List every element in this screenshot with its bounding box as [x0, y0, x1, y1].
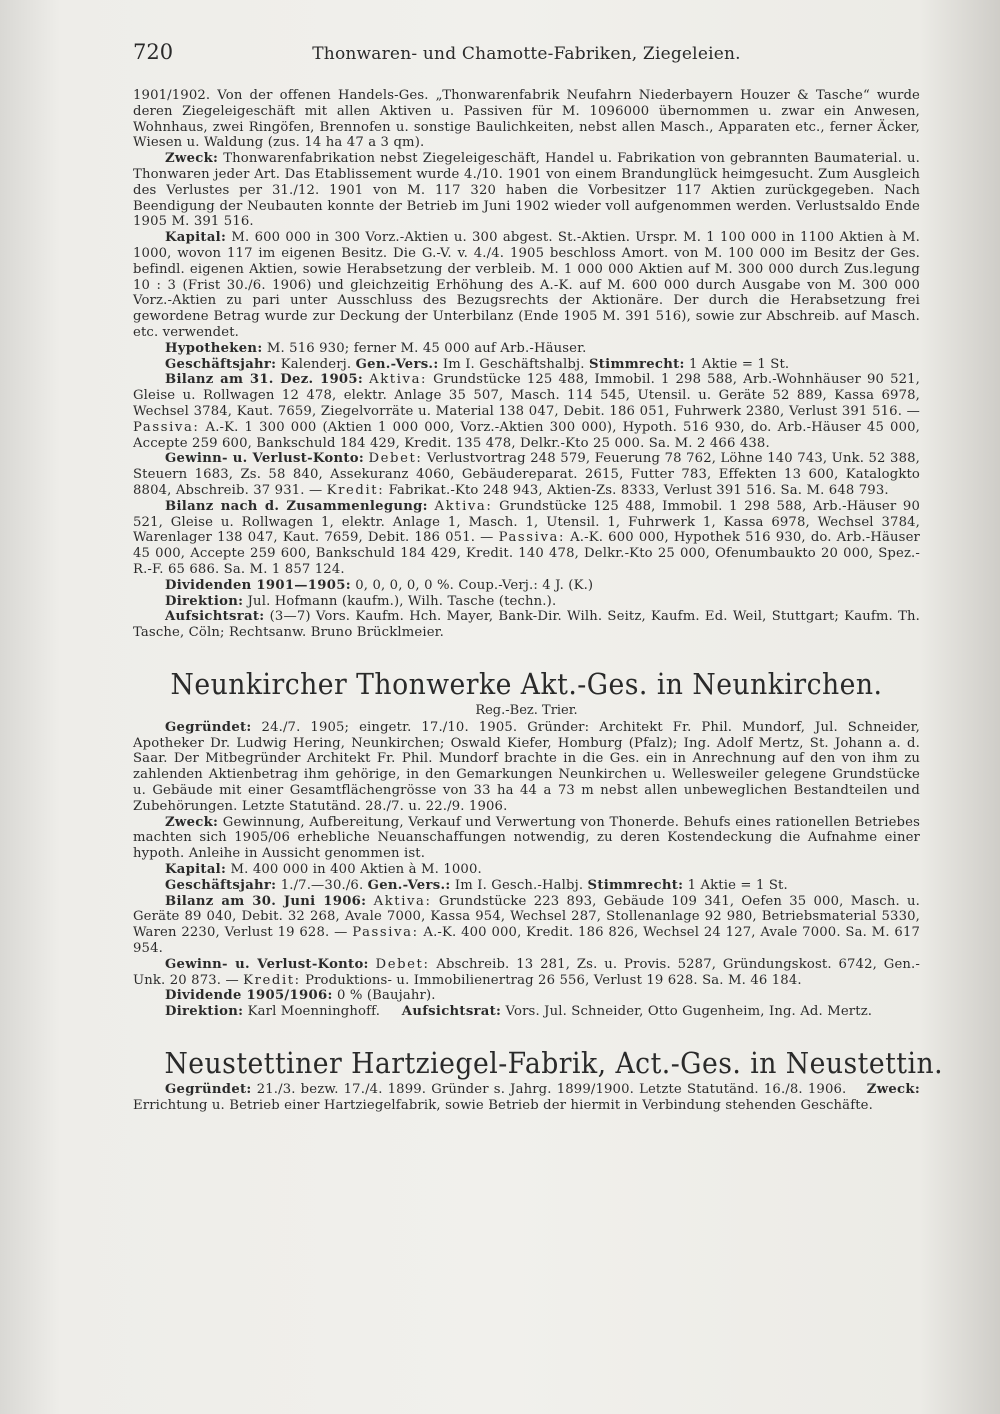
guv-debet: Verlustvortrag 248 579, Feuerung 78 762, Löhne 140 743, Unk. 52 388, Steuern 1683, Zs. 58 840, Assekuranz 4060, Gebäudereparat. 2615, Futter 783, Effekten 13 600, Katalogkto 8804, Abschreib. 37 931. —	[133, 451, 921, 498]
kapital-paragraph	[133, 862, 920, 878]
zweck-text: Thonwarenfabrikation nebst Ziegeleigeschäft, Handel u. Fabrikation von gebrannten Baumaterial. u. Thonwaren jeder Art. Das Etablissement wurde 4./10. 1901 von einem Brandunglück heimgesucht. Zum Ausgleich des Verlustes per 31./12. 1901 von M. 117 320 haben die Vorbesitzer 117 Aktien zurückgegeben. Nach Beendigung der Neubauten konnte der Betrieb im Juni 1902 wieder voll aufgenommen werden. Verlustsaldo Ende 1905 M. 391 516.	[133, 151, 920, 230]
passiva-word: Passiva:	[352, 925, 419, 941]
genvers-text: Im I. Gesch.-Halbj.	[454, 877, 584, 893]
genvers-label: Gen.-Vers.:	[367, 877, 451, 893]
passiva-word: Passiva:	[133, 419, 200, 435]
hypotheken-text: M. 516 930; ferner M. 45 000 auf Arb.-Häuser.	[266, 340, 587, 356]
history-paragraph: 1901/1902. Von der offenen Handels-Ges. „Thonwarenfabrik Neufahrn Niederbayern Houzer & Tasche“ wurde deren Ziegeleigeschäft mit allen Aktiven u. Passiven für M. 1096000 übernommen u. zwar ein Anwesen, Wohnhaus, zwei Ringöfen, Brennofen u. sonstige Baulichkeiten, nebst allen Masch., Apparaten etc., ferner Äcker, Wiesen u. Waldung (zus. 14 ha 47 a 3 qm).	[133, 88, 920, 151]
guv-kredit: Produktions- u. Immobilienertrag 26 556, Verlust 19 628. Sa. M. 46 184.	[305, 972, 802, 988]
hypotheken-paragraph	[133, 341, 920, 357]
bilanz-aktiva: Grundstücke 125 488, Immobil. 1 298 588, Arb.-Wohnhäuser 90 521, Gleise u. Rollwagen 12 478, elektr. Anlage 35 507, Masch. 114 545, Utensil. u. Geräte 52 889, Kassa 6978, Wechsel 3784, Kaut. 7659, Ziegelvorräte u. Material 138 047, Debit. 186 051, Fuhrwerk 2380, Verlust 391 516. —	[133, 372, 921, 419]
zweck-paragraph	[133, 815, 920, 862]
region-subheading: Reg.-Bez. Trier.	[475, 702, 578, 718]
genvers-text: Im I. Geschäftshalbj.	[442, 356, 585, 372]
running-title: Thonwaren- und Chamotte-Fabriken, Ziegeleien.	[312, 44, 741, 64]
aufsichtsrat-text: (3—7) Vors. Kaufm. Hch. Mayer, Bank-Dir. Wilh. Seitz, Kaufm. Ed. Weil, Stuttgart; Kaufm. Th. Tasche, Cöln; Rechtsanw. Bruno Brücklmeier.	[133, 609, 921, 641]
dividenden-paragraph	[133, 578, 920, 594]
aufsichtsrat-label: Aufsichtsrat:	[401, 1004, 502, 1020]
bilanz-label: Bilanz am 30. Juni 1906:	[165, 893, 367, 909]
guv-kredit: Fabrikat.-Kto 248 943, Aktien-Zs. 8333, Verlust 391 516. Sa. M. 648 793.	[388, 482, 889, 498]
gegruendet-paragraph	[133, 720, 920, 815]
direktion-label: Direktion:	[165, 593, 244, 609]
bilanz-zus-label: Bilanz nach d. Zusammenlegung:	[165, 498, 428, 514]
bilanz-paragraph	[133, 894, 920, 957]
geschaeftsjahr-label: Geschäftsjahr:	[165, 877, 277, 893]
direktion-paragraph	[133, 594, 920, 610]
bilanz-aktiva: Grundstücke 223 893, Gebäude 109 341, Oefen 35 000, Masch. u. Geräte 89 040, Debit. 32 268, Avale 7000, Kassa 954, Wechsel 287, Stollenanlage 92 980, Betriebsmaterial 5330, Waren 2230, Verlust 19 628. —	[133, 893, 921, 941]
guv-debet: Abschreib. 13 281, Zs. u. Provis. 5287, Gründungskost. 6742, Gen.-Unk. 20 873. —	[133, 956, 920, 988]
bilanz-passiva: A.-K. 400 000, Kredit. 186 826, Wechsel 24 127, Avale 7000. Sa. M. 617 954.	[133, 925, 921, 957]
aktiva-word: Aktiva:	[373, 893, 432, 909]
page-number: 720	[133, 40, 174, 64]
geschaeftsjahr-text: Kalenderj.	[280, 356, 352, 372]
guv-label: Gewinn- u. Verlust-Konto:	[165, 956, 369, 972]
bilanz-paragraph	[133, 372, 920, 451]
zweck-text: Errichtung u. Betrieb einer Hartziegelfabrik, sowie Betrieb der hiermit in Verbindung stehenden Geschäfte.	[133, 1097, 873, 1113]
guv-label: Gewinn- u. Verlust-Konto:	[165, 451, 364, 467]
company-heading-neustettin: Neustettiner Hartziegel-Fabrik, Act.-Ges. in Neustettin.	[164, 1046, 944, 1081]
guv-paragraph	[133, 451, 920, 498]
bilanz-zus-aktiva: Grundstücke 125 488, Immobil. 1 298 588, Arb.-Häuser 90 521, Gleise u. Rollwagen 1, elektr. Anlage 1, Masch. 1, Utensil. 1, Fuhrwerk 1, Kassa 6978, Wechsel 3784, Warenlager 138 047, Kaut. 7659, Debit. 186 051. —	[133, 498, 921, 546]
geschaeftsjahr-label: Geschäftsjahr:	[165, 356, 277, 372]
gegruendet-label: Gegründet:	[165, 719, 252, 735]
running-head	[133, 40, 920, 64]
section-neunkirchen	[133, 667, 920, 1020]
gegruendet-text: 24./7. 1905; eingetr. 17./10. 1905. Gründer: Architekt Fr. Phil. Mundorf, Jul. Schneider, Apotheker Dr. Ludwig Hering, Neunkirchen; Oswald Kiefer, Homburg (Pfalz); Ing. Adolf Mertz, St. Johann a. d. Saar. Der Mitbegründer Architekt Fr. Phil. Mundorf brachte in die Ges. ein in Anrechnung auf den von ihm zu zahlenden Aktienbetrag ihm gehörige, in den Gemarkungen Neunkirchen u. Wellesweiler gelegene Grundstücke u. Gebäude mit einer Gesamtflächengrösse von 33 ha 44 a 73 m nebst allen unbeweglichen Bestandteilen und Zubehörungen. Letzte Statutänd. 28./7. u. 22./9. 1906.	[133, 719, 921, 814]
gegruendet-label: Gegründet:	[165, 1082, 252, 1098]
kredit-word: Kredit:	[326, 482, 385, 498]
direktion-paragraph	[133, 1004, 920, 1020]
debet-word: Debet:	[375, 956, 430, 972]
stimmrecht-label: Stimmrecht:	[588, 356, 685, 372]
kapital-label: Kapital:	[165, 230, 227, 246]
dividende-label: Dividende 1905/1906:	[165, 988, 333, 1004]
company-heading-neunkirchen: Neunkircher Thonwerke Akt.-Ges. in Neunkirchen.	[170, 666, 883, 701]
dividende-paragraph	[133, 988, 920, 1004]
direktion-text: Jul. Hofmann (kaufm.), Wilh. Tasche (techn.).	[247, 593, 557, 609]
hypotheken-label: Hypotheken:	[165, 340, 263, 356]
direktion-label: Direktion:	[165, 1004, 244, 1020]
bilanz-zus-passiva: A.-K. 600 000, Hypothek 516 930, do. Arb.-Häuser 45 000, Accepte 259 600, Bankschuld 184 429, Kredit. 140 478, Delkr.-Kto 25 000, Ofenumbaukto 20 000, Spez.-R.-F. 65 686. Sa. M. 1 857 124.	[133, 530, 920, 577]
zweck-text: Gewinnung, Aufbereitung, Verkauf und Verwertung von Thonerde. Behufs eines rationellen Betriebes machten sich 1905/06 erhebliche Neuanschaffungen notwendig, zu deren Kostendeckung die Aufnahme einer hypoth. Anleihe in Aussicht genommen ist.	[133, 814, 920, 862]
guv-paragraph	[133, 957, 920, 989]
section-neufahrn	[133, 88, 920, 641]
zweck-label: Zweck:	[866, 1082, 920, 1098]
geschaeftsjahr-paragraph	[133, 357, 920, 373]
debet-word: Debet:	[368, 451, 423, 467]
kapital-text: M. 400 000 in 400 Aktien à M. 1000.	[230, 862, 482, 878]
dividende-text: 0 % (Baujahr).	[336, 988, 436, 1004]
kredit-word: Kredit:	[243, 972, 301, 988]
aufsichtsrat-label: Aufsichtsrat:	[165, 609, 265, 625]
dividenden-label: Dividenden 1901—1905:	[165, 577, 351, 593]
aufsichtsrat-paragraph	[133, 609, 920, 641]
geschaeftsjahr-paragraph	[133, 878, 920, 894]
bilanz-passiva: A.-K. 1 300 000 (Aktien 1 000 000, Vorz.-Aktien 300 000), Hypoth. 516 930, do. Arb.-Häuser 45 000, Accepte 259 600, Bankschuld 184 429, Kredit. 135 478, Delkr.-Kto 25 000. Sa. M. 2 466 438.	[133, 419, 921, 451]
zweck-label: Zweck:	[165, 151, 219, 167]
direktion-text: Karl Moenninghoff.	[247, 1004, 381, 1020]
bilanz-zus-paragraph	[133, 499, 920, 578]
kapital-text: M. 600 000 in 300 Vorz.-Aktien u. 300 abgest. St.-Aktien. Urspr. M. 1 100 000 in 1100 Aktien à M. 1000, wovon 117 im eigenen Besitz. Die G.-V. v. 4./4. 1905 beschloss Amort. von M. 100 000 im Besitz der Ges. befindl. eigenen Aktien, sowie Herabsetzung der verbleib. M. 1 000 000 Aktien auf M. 300 000 durch Zus.legung 10 : 3 (Frist 30./6. 1906) und gleichzeitig Erhöhung des A.-K. auf M. 600 000 durch Ausgabe von M. 300 000 Vorz.-Aktien zu pari unter Ausschluss des Bezugsrechts der Aktionäre. Der durch die Herabsetzung frei gewordene Betrag wurde zur Deckung der Unterbilanz (Ende 1905 M. 391 516), sowie zur Abschreib. auf Masch. etc. verwendet.	[133, 230, 920, 340]
zweck-label: Zweck:	[165, 814, 219, 830]
passiva-word: Passiva:	[498, 530, 566, 546]
kapital-paragraph	[133, 230, 920, 341]
dividenden-text: 0, 0, 0, 0, 0 %. Coup.-Verj.: 4 J. (K.)	[355, 577, 594, 593]
gegruendet-paragraph	[133, 1082, 920, 1114]
stimmrecht-text: 1 Aktie = 1 St.	[687, 877, 788, 893]
aufsichtsrat-text: Vors. Jul. Schneider, Otto Gugenheim, Ing. Ad. Mertz.	[505, 1004, 873, 1020]
stimmrecht-label: Stimmrecht:	[587, 877, 684, 893]
aktiva-word: Aktiva:	[369, 372, 428, 388]
genvers-label: Gen.-Vers.:	[355, 356, 439, 372]
kapital-label: Kapital:	[165, 862, 227, 878]
aktiva-word: Aktiva:	[434, 498, 493, 514]
stimmrecht-text: 1 Aktie = 1 St.	[689, 356, 790, 372]
bilanz-label: Bilanz am 31. Dez. 1905:	[165, 372, 364, 388]
section-neustettin	[133, 1046, 944, 1114]
geschaeftsjahr-text: 1./7.—30./6.	[280, 877, 364, 893]
gegruendet-text: 21./3. bezw. 17./4. 1899. Gründer s. Jahrg. 1899/1900. Letzte Statutänd. 16./8. 1906.	[256, 1082, 847, 1098]
zweck-paragraph	[133, 151, 920, 230]
